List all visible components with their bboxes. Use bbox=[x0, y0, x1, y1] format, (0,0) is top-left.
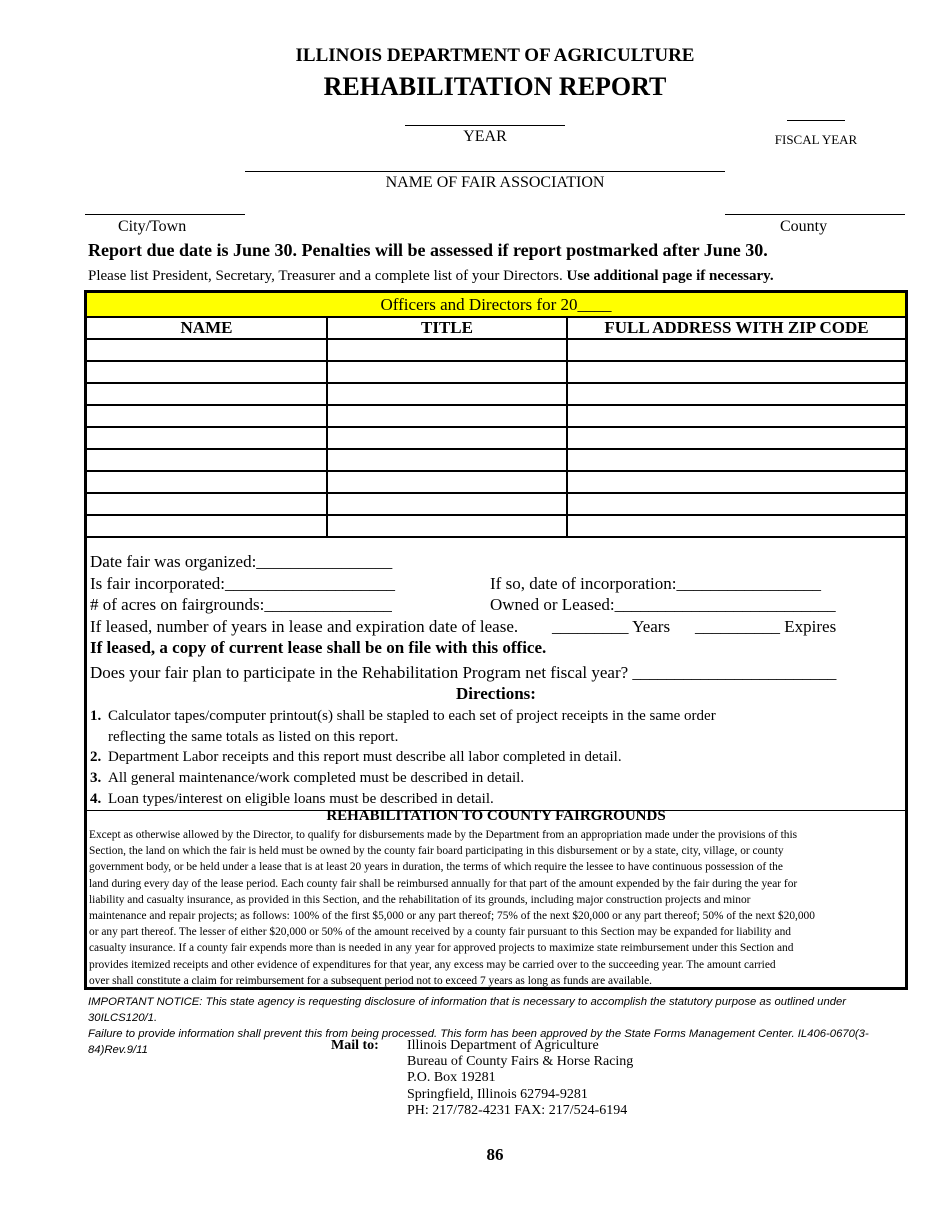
direction-item: 1. Calculator tapes/computer printout(s) shall be stapled to each set of project receipts in the same order bbox=[90, 708, 716, 724]
officer-address-cell[interactable] bbox=[567, 339, 905, 361]
lease-years-label: If leased, number of years in lease and expiration date of lease. bbox=[90, 617, 519, 636]
rehab-line: casualty insurance. If a county fair expends more than is needed in any year for approved projects to maximize state reimbursement under this Section and bbox=[89, 942, 794, 955]
fair-association-input-line[interactable] bbox=[245, 171, 725, 172]
rehab-line: or any part thereof. The lesser of either $20,000 or 50% of the amount received by a county fair pursuant to this Section may be expanded for liability and bbox=[89, 926, 791, 939]
owned-leased-field[interactable]: Owned or Leased:__________________________ bbox=[490, 595, 836, 614]
officer-name-cell[interactable] bbox=[87, 471, 327, 493]
rehab-line: Except as otherwise allowed by the Director, to qualify for disbursements made by the Department from an appropriation made under the provisions of this bbox=[89, 829, 798, 841]
table-row bbox=[87, 471, 905, 493]
table-row bbox=[87, 515, 905, 537]
officer-title-cell[interactable] bbox=[327, 361, 567, 383]
address-line: Bureau of County Fairs & Horse Racing bbox=[407, 1054, 634, 1070]
instructions bbox=[88, 268, 774, 285]
participate-field[interactable]: Does your fair plan to participate in the Rehabilitation Program net fiscal year? ________________________ bbox=[90, 663, 837, 682]
city-label: City/Town bbox=[118, 218, 187, 235]
address-line: Springfield, Illinois 62794-9281 bbox=[407, 1086, 588, 1102]
officer-address-cell[interactable] bbox=[567, 449, 905, 471]
fiscal-year-input-line[interactable] bbox=[787, 120, 845, 121]
notice-line: IMPORTANT NOTICE: This state agency is requesting disclosure of information that is necessary to accomplish the statutory purpose as outlined under 30ILCS120/1. bbox=[88, 996, 847, 1024]
form-box bbox=[84, 290, 908, 990]
table-row bbox=[87, 361, 905, 383]
column-header-title: TITLE bbox=[327, 318, 567, 339]
officer-address-cell[interactable] bbox=[567, 361, 905, 383]
lease-years-field[interactable]: _________ Years bbox=[552, 617, 671, 636]
officer-name-cell[interactable] bbox=[87, 493, 327, 515]
officer-title-cell[interactable] bbox=[327, 339, 567, 361]
officer-address-cell[interactable] bbox=[567, 383, 905, 405]
rehab-section-title: REHABILITATION TO COUNTY FAIRGROUNDS bbox=[326, 808, 666, 824]
rehab-line: maintenance and repair projects; as follows: 100% of the first $5,000 or any part thereof; 75% of the next $20,000 or any part thereof; 50% of the next $20,000 bbox=[89, 910, 815, 923]
page-number: 86 bbox=[486, 1145, 504, 1164]
rehab-line: over shall constitute a claim for reimbursement for a subsequent period not to exceed 7 years as long as funds are available. bbox=[89, 974, 653, 987]
rehab-line: liability and casualty insurance, as provided in this Section, and the rehabilitation of its grounds, including major construction projects and minor bbox=[89, 893, 751, 906]
rehab-line: land during every day of the lease period. Each county fair shall be reimbursed annually for that part of the amount expended by the fair during the year for bbox=[89, 877, 798, 890]
direction-item: 4. Loan types/interest on eligible loans must be described in detail. bbox=[90, 791, 494, 807]
officer-name-cell[interactable] bbox=[87, 405, 327, 427]
officer-address-cell[interactable] bbox=[567, 405, 905, 427]
acres-field[interactable]: # of acres on fairgrounds:_______________ bbox=[90, 595, 392, 614]
mailing-address bbox=[407, 1038, 633, 1119]
fair-association-label: NAME OF FAIR ASSOCIATION bbox=[385, 174, 605, 191]
table-row bbox=[87, 405, 905, 427]
agency-heading: ILLINOIS DEPARTMENT OF AGRICULTURE bbox=[295, 45, 695, 66]
lease-copy-notice: If leased, a copy of current lease shall be on file with this office. bbox=[90, 638, 547, 657]
rehab-line: government body, or be held under a lease that is at least 20 years in duration, the terms of which require the lessee to have continuous possession of the bbox=[89, 861, 783, 874]
year-input-line[interactable] bbox=[405, 125, 565, 126]
officer-title-cell[interactable] bbox=[327, 515, 567, 537]
county-label: County bbox=[780, 218, 828, 235]
table-row bbox=[87, 383, 905, 405]
officer-address-cell[interactable] bbox=[567, 493, 905, 515]
rehab-line: Section, the land on which the fair is held must be owned by the county fair board participating in this disbursement or by a state, city, village, or county bbox=[89, 845, 784, 858]
column-header-address: FULL ADDRESS WITH ZIP CODE bbox=[567, 318, 905, 339]
city-input-line[interactable] bbox=[85, 214, 245, 215]
year-label: YEAR bbox=[463, 128, 507, 145]
lease-expires-field[interactable]: __________ Expires bbox=[695, 617, 837, 636]
officers-banner: Officers and Directors for 20____ bbox=[87, 293, 905, 318]
table-row bbox=[87, 427, 905, 449]
table-row bbox=[87, 339, 905, 361]
officer-name-cell[interactable] bbox=[87, 383, 327, 405]
instructions-bold: Use additional page if necessary. bbox=[566, 268, 774, 284]
fiscal-year-label: FISCAL YEAR bbox=[774, 132, 858, 147]
officer-title-cell[interactable] bbox=[327, 493, 567, 515]
mail-to-label: Mail to: bbox=[331, 1038, 379, 1053]
officers-table bbox=[87, 318, 905, 538]
address-line: P.O. Box 19281 bbox=[407, 1070, 496, 1086]
officer-title-cell[interactable] bbox=[327, 471, 567, 493]
officer-name-cell[interactable] bbox=[87, 361, 327, 383]
direction-item: 3. All general maintenance/work completed must be described in detail. bbox=[90, 770, 525, 786]
column-header-name: NAME bbox=[87, 318, 327, 339]
incorporation-date-field[interactable]: If so, date of incorporation:_________________ bbox=[490, 574, 821, 593]
officer-title-cell[interactable] bbox=[327, 405, 567, 427]
officer-title-cell[interactable] bbox=[327, 449, 567, 471]
county-input-line[interactable] bbox=[725, 214, 905, 215]
instructions-text: Please list President, Secretary, Treasurer and a complete list of your Directors. bbox=[88, 268, 563, 284]
table-row bbox=[87, 449, 905, 471]
rehab-section-text bbox=[89, 827, 894, 989]
officer-name-cell[interactable] bbox=[87, 427, 327, 449]
due-date-notice: Report due date is June 30. Penalties will be assessed if report postmarked after June 30. bbox=[88, 240, 768, 260]
officer-address-cell[interactable] bbox=[567, 427, 905, 449]
officer-title-cell[interactable] bbox=[327, 383, 567, 405]
direction-item: reflecting the same totals as listed on this report. bbox=[108, 729, 399, 745]
officer-address-cell[interactable] bbox=[567, 515, 905, 537]
officer-name-cell[interactable] bbox=[87, 449, 327, 471]
table-row bbox=[87, 493, 905, 515]
officer-address-cell[interactable] bbox=[567, 471, 905, 493]
report-title: REHABILITATION REPORT bbox=[323, 72, 667, 101]
rehab-line: provides itemized receipts and other evidence of expenditures for that year, any excess may be carried over to the succeeding year. The amount carried bbox=[89, 958, 776, 971]
address-line: PH: 217/782-4231 FAX: 217/524-6194 bbox=[407, 1102, 628, 1118]
incorporated-field[interactable]: Is fair incorporated:____________________ bbox=[90, 574, 395, 593]
table-header-row bbox=[87, 318, 905, 339]
date-organized-field[interactable]: Date fair was organized:________________ bbox=[90, 552, 393, 571]
direction-item: 2. Department Labor receipts and this report must describe all labor completed in detail. bbox=[90, 749, 622, 765]
notice-line: Failure to provide information shall prevent this from being processed. This form has been approved by the State Forms Management Center. IL406-0670(3-84)Rev.9/11 bbox=[88, 1028, 869, 1056]
officer-title-cell[interactable] bbox=[327, 427, 567, 449]
address-line: Illinois Department of Agriculture bbox=[407, 1038, 599, 1053]
officer-name-cell[interactable] bbox=[87, 339, 327, 361]
directions-heading: Directions: bbox=[456, 684, 536, 703]
officer-name-cell[interactable] bbox=[87, 515, 327, 537]
